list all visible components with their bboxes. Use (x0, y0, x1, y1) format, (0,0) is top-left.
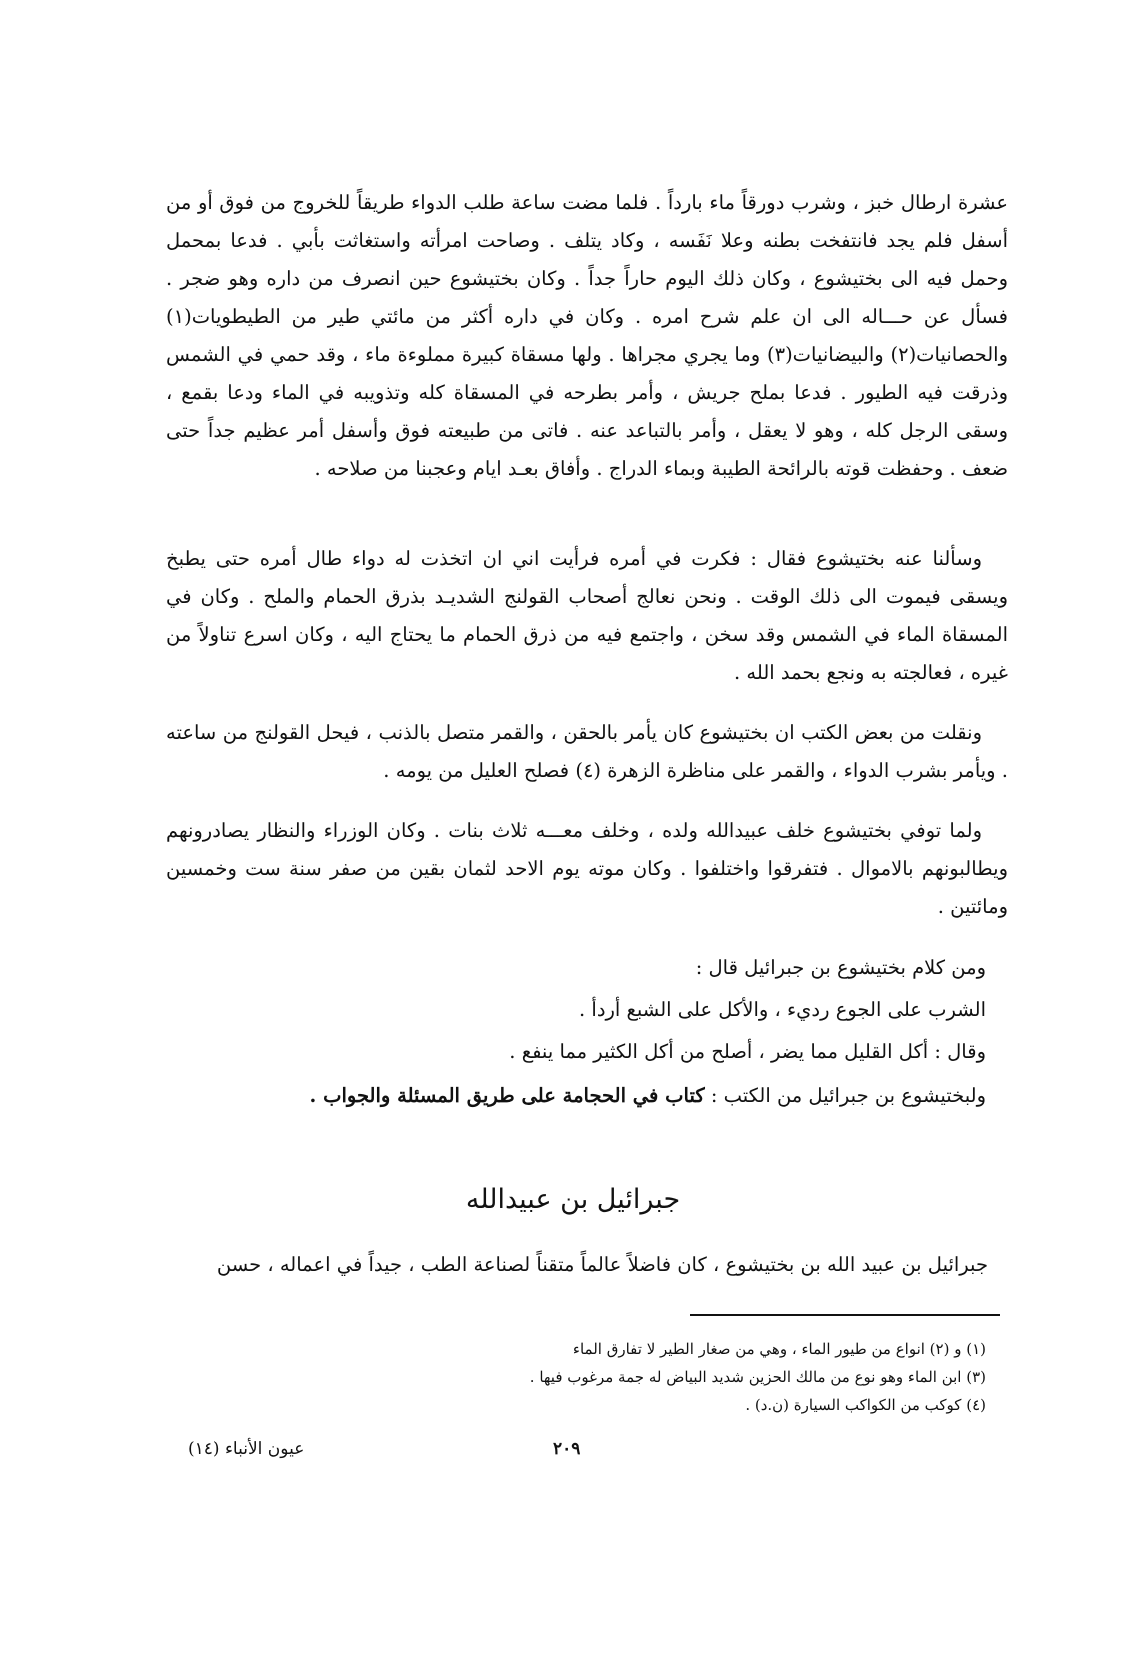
paragraph-text: وسألنا عنه بختيشوع فقال : فكرت في أمره فرأيت اني ان اتخذت له دواء طال أمره حتى يطبخ ويسقى فيموت الى ذلك الوقت . ونحن نعالج أصحاب القولنج الشديـد بذرق الحمام والملح . وكان في المسقاة الماء في الشمس وقد سخن ، واجتمع فيه من ذرق الحمام ما يحتاج اليه ، وكان اسرع تناولاً من غيره ، فعالجته به ونجع بحمد الله . (166, 547, 1008, 684)
saying-line: وقال : أكل القليل مما يضر ، أصلح من أكل الكثير مما ينفع . (509, 1040, 986, 1063)
saying-line: الشرب على الجوع رديء ، والأكل على الشبع أردأ . (579, 998, 986, 1021)
book-title: كتاب في الحجامة على طريق المسئلة والجواب . (309, 1084, 705, 1107)
running-title: عيون الأنباء (١٤) (188, 1439, 305, 1459)
sayings-intro: ومن كلام بختيشوع بن جبرائيل قال : (695, 956, 986, 979)
books-prefix: ولبختيشوع بن جبرائيل من الكتب : (710, 1084, 986, 1107)
paragraph-text: ونقلت من بعض الكتب ان بختيشوع كان يأمر بالحقن ، والقمر متصل بالذنب ، فيحل القولنج من ساعته . ويأمر بشرب الدواء ، والقمر على مناظرة الزهرة (٤) فصلح العليل من يومه . (166, 721, 1008, 782)
section-heading: جبرائيل بن عبيدالله (465, 1184, 681, 1215)
body-paragraph (166, 540, 1008, 692)
section-intro-line: جبرائيل بن عبيد الله بن بختيشوع ، كان فاضلاً عالماً متقناً لصناعة الطب ، جيداً في اعماله ، حسن (216, 1253, 988, 1276)
body-paragraph (166, 812, 1008, 926)
body-paragraph (166, 714, 1008, 790)
footnote: (١) و (٢) انواع من طيور الماء ، وهي من صغار الطير لا تفارق الماء (572, 1340, 986, 1358)
paragraph-text: ولما توفي بختيشوع خلف عبيدالله ولده ، وخلف معـــه ثلاث بنات . وكان الوزراء والنظار يصادرونهم ويطالبونهم بالاموال . فتفرقوا واختلفوا . وكان موته يوم الاحد لثمان بقين من صفر سنة ست وخمسين ومائتين . (166, 819, 1008, 918)
footnote-divider (690, 1314, 1000, 1316)
page-number: ٢٠٩ (553, 1439, 581, 1459)
footnote: (٤) كوكب من الكواكب السيارة (ن.د) . (745, 1396, 986, 1414)
footnote: (٣) ابن الماء وهو نوع من مالك الحزين شديد البياض له جمة مرغوب فيها . (529, 1368, 986, 1386)
paragraph-text: عشرة ارطال خبز ، وشرب دورقاً ماء بارداً . فلما مضت ساعة طلب الدواء طريقاً للخروج من فوق أو من أسفل فلم يجد فانتفخت بطنه وعلا نَفَسه ، وكاد يتلف . وصاحت امرأته واستغاثت بأبي . فدعا بمحمل وحمل فيه الى بختيشوع ، وكان ذلك اليوم حاراً جداً . وكان بختيشوع حين انصرف من داره وهو ضجر . فسأل عن حـــاله الى ان علم شرح امره . وكان في داره أكثر من مائتي طير من الطيطويات(١) والحصانيات(٢) والبيضانيات(٣) وما يجري مجراها . ولها مسقاة كبيرة مملوءة ماء ، وقد حمي في الشمس وذرقت فيه الطيور . فدعا بملح جريش ، وأمر بطرحه في المسقاة كله وتذويبه في الماء ودعا بقمع ، وسقى الرجل كله ، وهو لا يعقل ، وأمر بالتباعد عنه . فاتى من طبيعته فوق وأسفل أمر عظيم جداً حتى ضعف . وحفظت قوته بالرائحة الطيبة وبماء الدراج . وأفاق بعـد ايام وعجبنا من صلاحه . (166, 191, 1008, 480)
body-paragraph (166, 184, 1008, 488)
books-line (186, 1076, 986, 1116)
